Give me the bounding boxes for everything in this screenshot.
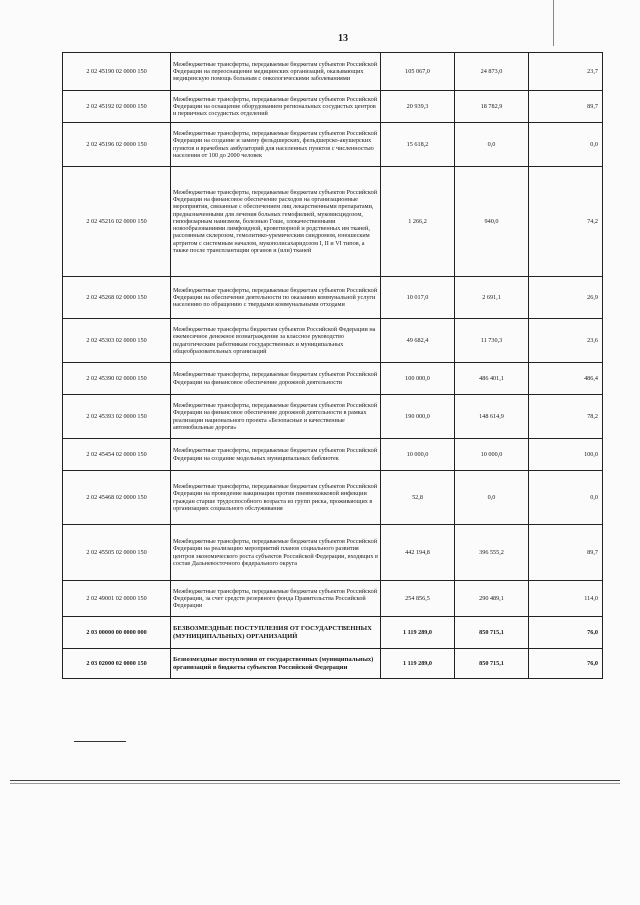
actual-amount-cell: 0,0 bbox=[455, 471, 529, 525]
plan-amount-cell: 10 017,0 bbox=[381, 277, 455, 319]
description-cell: Межбюджетные трансферты, передаваемые бюджетам субъектов Российской Федерации на финансовое обеспечение дорожной деятельности bbox=[171, 363, 381, 395]
table-row bbox=[63, 471, 603, 525]
plan-amount-cell: 52,8 bbox=[381, 471, 455, 525]
actual-amount-cell: 396 555,2 bbox=[455, 525, 529, 581]
percent-cell: 0,0 bbox=[529, 123, 603, 167]
actual-amount-cell: 290 489,1 bbox=[455, 581, 529, 617]
description-cell: Межбюджетные трансферты, передаваемые бюджетам субъектов Российской Федерации на переоснащение медицинских организаций, оказывающих медицинскую помощь больным с онкологическими заболеваниями bbox=[171, 53, 381, 91]
budget-code-cell: 2 02 45192 02 0000 150 bbox=[63, 91, 171, 123]
budget-code-cell: 2 02 45393 02 0000 150 bbox=[63, 395, 171, 439]
budget-code-cell: 2 03 02000 02 0000 150 bbox=[63, 649, 171, 679]
actual-amount-cell: 850 715,1 bbox=[455, 617, 529, 649]
description-cell: Межбюджетные трансферты, передаваемые бюджетам субъектов Российской Федерации, за счет средств резервного фонда Правительства Российской Федерации bbox=[171, 581, 381, 617]
plan-amount-cell: 105 067,0 bbox=[381, 53, 455, 91]
description-cell: Межбюджетные трансферты, передаваемые бюджетам субъектов Российской Федерации на проведение вакцинации против пневмококковой инфекции граждан старше трудоспособного возраста из групп риска, проживающих в организациях социального обслуживания bbox=[171, 471, 381, 525]
page-number: 13 bbox=[338, 33, 348, 44]
plan-amount-cell: 190 000,0 bbox=[381, 395, 455, 439]
description-cell: Безвозмездные поступления от государственных (муниципальных) организаций в бюджеты субъектов Российской Федерации bbox=[171, 649, 381, 679]
table-row bbox=[63, 363, 603, 395]
budget-table-body bbox=[63, 53, 603, 679]
budget-code-cell: 2 02 45216 02 0000 150 bbox=[63, 167, 171, 277]
budget-code-cell: 2 02 49001 02 0000 150 bbox=[63, 581, 171, 617]
budget-code-cell: 2 02 45454 02 0000 150 bbox=[63, 439, 171, 471]
percent-cell: 76,0 bbox=[529, 617, 603, 649]
percent-cell: 114,0 bbox=[529, 581, 603, 617]
table-row bbox=[63, 167, 603, 277]
plan-amount-cell: 1 119 289,0 bbox=[381, 649, 455, 679]
percent-cell: 23,6 bbox=[529, 319, 603, 363]
percent-cell: 78,2 bbox=[529, 395, 603, 439]
budget-code-cell: 2 03 00000 00 0000 000 bbox=[63, 617, 171, 649]
budget-code-cell: 2 02 45468 02 0000 150 bbox=[63, 471, 171, 525]
plan-amount-cell: 20 939,3 bbox=[381, 91, 455, 123]
plan-amount-cell: 1 119 289,0 bbox=[381, 617, 455, 649]
percent-cell: 76,0 bbox=[529, 649, 603, 679]
footnote-rule bbox=[74, 741, 126, 742]
bottom-rule bbox=[10, 780, 620, 781]
plan-amount-cell: 442 194,8 bbox=[381, 525, 455, 581]
actual-amount-cell: 11 730,3 bbox=[455, 319, 529, 363]
table-row bbox=[63, 277, 603, 319]
percent-cell: 74,2 bbox=[529, 167, 603, 277]
table-row bbox=[63, 91, 603, 123]
description-cell: Межбюджетные трансферты бюджетам субъектов Российской Федерации на ежемесячное денежное вознаграждение за классное руководство педагогическим работникам государственных и муниципальных общеобразовательных организаций bbox=[171, 319, 381, 363]
budget-code-cell: 2 02 45190 02 0000 150 bbox=[63, 53, 171, 91]
description-cell: Межбюджетные трансферты, передаваемые бюджетам субъектов Российской Федерации на обеспечение деятельности по оказанию коммунальной услуги населению по обращению с твердыми коммунальными отходами bbox=[171, 277, 381, 319]
percent-cell: 0,0 bbox=[529, 471, 603, 525]
actual-amount-cell: 24 873,0 bbox=[455, 53, 529, 91]
table-row bbox=[63, 439, 603, 471]
table-row bbox=[63, 319, 603, 363]
table-row bbox=[63, 395, 603, 439]
actual-amount-cell: 850 715,1 bbox=[455, 649, 529, 679]
actual-amount-cell: 148 614,9 bbox=[455, 395, 529, 439]
budget-code-cell: 2 02 45268 02 0000 150 bbox=[63, 277, 171, 319]
description-cell: Межбюджетные трансферты, передаваемые бюджетам субъектов Российской Федерации на создание модельных муниципальных библиотек bbox=[171, 439, 381, 471]
percent-cell: 89,7 bbox=[529, 91, 603, 123]
budget-code-cell: 2 02 45390 02 0000 150 bbox=[63, 363, 171, 395]
plan-amount-cell: 15 618,2 bbox=[381, 123, 455, 167]
description-cell: Межбюджетные трансферты, передаваемые бюджетам субъектов Российской Федерации на финансовое обеспечение расходов на организационные мероприятия, связанные с обеспечением лиц лекарственными препаратами, предназначенными для лечения больных гемофилией, муковисцидозом, гипофизарным нанизмом, болезнью Гоше, злокачественными новообразованиями лимфоидной, кроветворной и родственных им тканей, рассеянным склерозом, гемолитико-уремическим синдромом, юношеским артритом с системным началом, мукополисахаридозом I, II и VI типов, а также после трансплантации органов и (или) тканей bbox=[171, 167, 381, 277]
table-row bbox=[63, 53, 603, 91]
percent-cell: 89,7 bbox=[529, 525, 603, 581]
percent-cell: 26,9 bbox=[529, 277, 603, 319]
actual-amount-cell: 940,0 bbox=[455, 167, 529, 277]
plan-amount-cell: 49 682,4 bbox=[381, 319, 455, 363]
plan-amount-cell: 10 000,0 bbox=[381, 439, 455, 471]
plan-amount-cell: 1 266,2 bbox=[381, 167, 455, 277]
actual-amount-cell: 2 691,1 bbox=[455, 277, 529, 319]
budget-code-cell: 2 02 45196 02 0000 150 bbox=[63, 123, 171, 167]
actual-amount-cell: 18 782,9 bbox=[455, 91, 529, 123]
budget-code-cell: 2 02 45303 02 0000 150 bbox=[63, 319, 171, 363]
description-cell: Межбюджетные трансферты, передаваемые бюджетам субъектов Российской Федерации на создание и замену фельдшерских, фельдшерско-акушерских пунктов и врачебных амбулаторий для населенных пунктов с численностью населения от 100 до 2000 человек bbox=[171, 123, 381, 167]
table-row bbox=[63, 581, 603, 617]
table-row bbox=[63, 123, 603, 167]
actual-amount-cell: 10 000,0 bbox=[455, 439, 529, 471]
actual-amount-cell: 486 401,1 bbox=[455, 363, 529, 395]
budget-code-cell: 2 02 45505 02 0000 150 bbox=[63, 525, 171, 581]
top-margin-rule bbox=[553, 0, 555, 46]
table-row bbox=[63, 525, 603, 581]
table-row bbox=[63, 649, 603, 679]
percent-cell: 486,4 bbox=[529, 363, 603, 395]
description-cell: Межбюджетные трансферты, передаваемые бюджетам субъектов Российской Федерации на финансовое обеспечение дорожной деятельности в рамках реализации национального проекта «Безопасные и качественные автомобильные дороги» bbox=[171, 395, 381, 439]
table-row bbox=[63, 617, 603, 649]
budget-table bbox=[62, 52, 603, 679]
description-cell: Межбюджетные трансферты, передаваемые бюджетам субъектов Российской Федерации на реализацию мероприятий планов социального развития центров экономического роста субъектов Российской Федерации, входящих в состав Дальневосточного федерального округа bbox=[171, 525, 381, 581]
plan-amount-cell: 100 000,0 bbox=[381, 363, 455, 395]
actual-amount-cell: 0,0 bbox=[455, 123, 529, 167]
bottom-rule-secondary bbox=[10, 783, 620, 784]
percent-cell: 100,0 bbox=[529, 439, 603, 471]
description-cell: БЕЗВОЗМЕЗДНЫЕ ПОСТУПЛЕНИЯ ОТ ГОСУДАРСТВЕННЫХ (МУНИЦИПАЛЬНЫХ) ОРГАНИЗАЦИЙ bbox=[171, 617, 381, 649]
percent-cell: 23,7 bbox=[529, 53, 603, 91]
plan-amount-cell: 254 856,5 bbox=[381, 581, 455, 617]
description-cell: Межбюджетные трансферты, передаваемые бюджетам субъектов Российской Федерации на оснащение оборудованием региональных сосудистых центров и первичных сосудистых отделений bbox=[171, 91, 381, 123]
